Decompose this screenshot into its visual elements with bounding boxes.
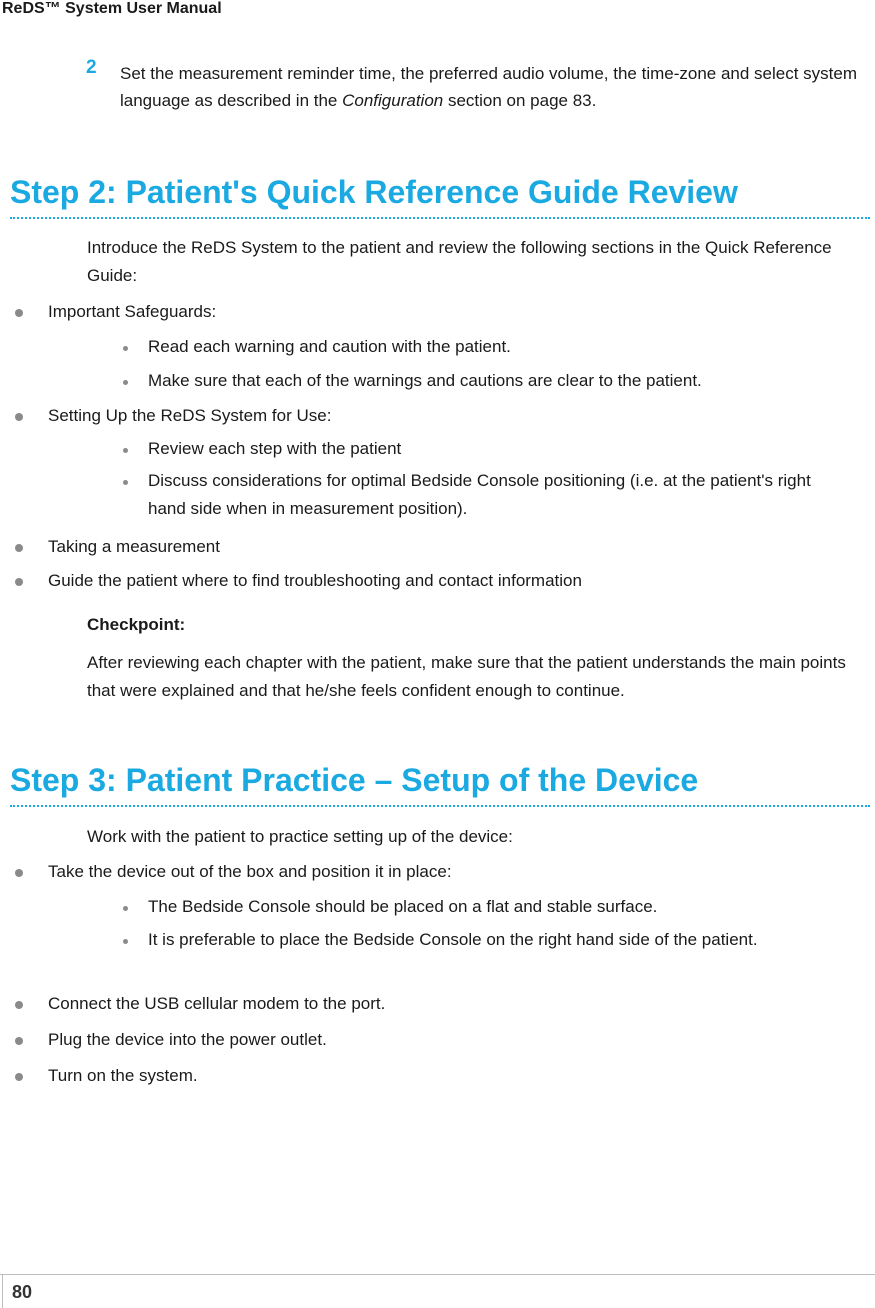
bullet-turn-on: Turn on the system. bbox=[48, 1062, 848, 1090]
footer-divider bbox=[0, 1274, 875, 1275]
running-header: ReDS™ System User Manual bbox=[2, 0, 222, 17]
configuration-reference: Configuration bbox=[342, 91, 444, 110]
section-heading-step-2: Step 2: Patient's Quick Reference Guide Review bbox=[10, 174, 870, 219]
step-instruction-suffix: section on page 83. bbox=[443, 91, 597, 110]
checkpoint-text: After reviewing each chapter with the patient, make sure that the patient understands the main points that were explained and that he/she feels confident enough to continue. bbox=[87, 653, 846, 700]
step-instruction-text: Set the measurement reminder time, the preferred audio volume, the time-zone and select system language as described in the bbox=[120, 64, 858, 110]
sub-bullet: The Bedside Console should be placed on a flat and stable surface. bbox=[148, 893, 838, 921]
page-number: 80 bbox=[12, 1282, 33, 1302]
step-3-intro: Work with the patient to practice setting up of the device: bbox=[87, 827, 513, 846]
section-heading-step-3: Step 3: Patient Practice – Setup of the Device bbox=[10, 762, 870, 807]
checkpoint-label: Checkpoint: bbox=[87, 615, 186, 634]
bullet-plug-device: Plug the device into the power outlet. bbox=[48, 1026, 848, 1054]
bullet-take-device-out: Take the device out of the box and position it in place: bbox=[48, 858, 848, 886]
bullet-troubleshooting: Guide the patient where to find troubleshooting and contact information bbox=[48, 567, 848, 595]
footer-page-bar bbox=[2, 1274, 3, 1308]
sub-bullet: Review each step with the patient bbox=[148, 435, 838, 463]
sub-bullet: It is preferable to place the Bedside Console on the right hand side of the patient. bbox=[148, 926, 838, 954]
step-2-intro: Introduce the ReDS System to the patient and review the following sections in the Quick Reference Guide: bbox=[87, 238, 832, 285]
bullet-important-safeguards: Important Safeguards: bbox=[48, 298, 848, 326]
bullet-taking-measurement: Taking a measurement bbox=[48, 533, 848, 561]
sub-bullet: Make sure that each of the warnings and cautions are clear to the patient. bbox=[148, 367, 838, 395]
step-number: 2 bbox=[86, 57, 97, 78]
sub-bullet: Discuss considerations for optimal Bedside Console positioning (i.e. at the patient's right hand side when in measurement position). bbox=[148, 467, 838, 523]
sub-bullet: Read each warning and caution with the patient. bbox=[148, 333, 838, 361]
step-instruction bbox=[120, 60, 860, 114]
bullet-setting-up: Setting Up the ReDS System for Use: bbox=[48, 402, 848, 430]
bullet-connect-modem: Connect the USB cellular modem to the port. bbox=[48, 990, 848, 1018]
